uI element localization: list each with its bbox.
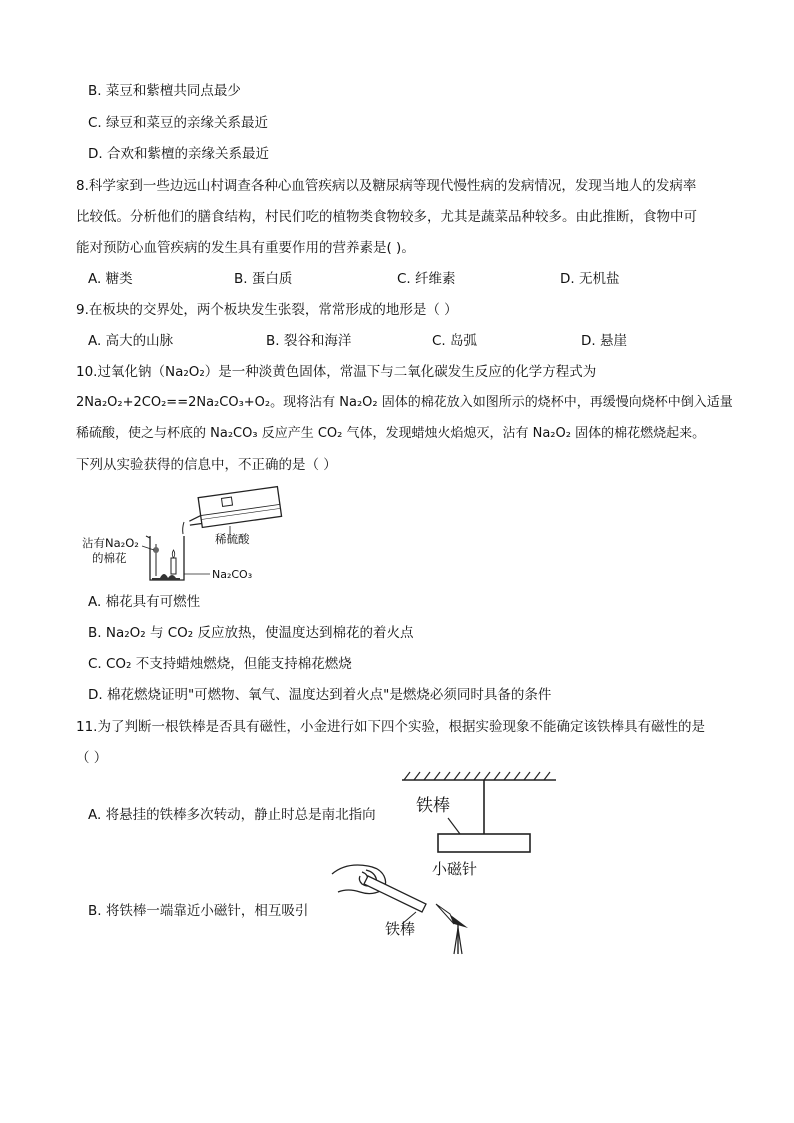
q10-option-a: A. 棉花具有可燃性 [88, 594, 201, 610]
iron-rod [438, 834, 530, 852]
q9-option-c: C. 岛弧 [432, 333, 478, 349]
candle [171, 558, 176, 574]
q10-stem-line4: 下列从实验获得的信息中，不正确的是（ ） [76, 457, 337, 473]
q11-option-a: A. 将悬挂的铁棒多次转动，静止时总是南北指向 [88, 807, 376, 823]
q9-stem: 9.在板块的交界处，两个板块发生张裂，常常形成的地形是（ ） [76, 302, 458, 318]
compass-needle [436, 904, 468, 954]
q10-option-c: C. CO₂ 不支持蜡烛燃烧，但能支持棉花燃烧 [88, 656, 352, 672]
hand-iron-rod [364, 876, 426, 912]
q10-option-d: D. 棉花燃烧证明"可燃物、氧气、温度达到着火点"是燃烧必须同时具备的条件 [88, 687, 552, 703]
q8-stem-line3: 能对预防心血管疾病的发生具有重要作用的营养素是( )。 [76, 240, 415, 256]
q10-fig-label-na2co3: Na₂CO₃ [212, 568, 253, 581]
q7-option-c: C. 绿豆和菜豆的亲缘关系最近 [88, 115, 269, 131]
q11-fig-b-label-rod: 铁棒 [385, 920, 416, 938]
q8-option-d: D. 无机盐 [560, 271, 620, 287]
acid-bottle [186, 487, 281, 530]
q11-stem-line1: 11.为了判断一根铁棒是否具有磁性，小金进行如下四个实验，根据实验现象不能确定该铁棒具有磁性的是 [76, 719, 705, 735]
q11-fig-a-label: 铁棒 [416, 796, 450, 816]
q11-stem-line2: （ ） [76, 750, 108, 766]
q9-option-a: A. 高大的山脉 [88, 333, 174, 349]
q7-option-d: D. 合欢和紫檀的亲缘关系最近 [88, 146, 269, 162]
q10-option-b: B. Na₂O₂ 与 CO₂ 反应放热，使温度达到棉花的着火点 [88, 625, 414, 641]
q8-stem-line1: 8.科学家到一些边远山村调查各种心血管疾病以及糖尿病等现代慢性病的发病情况，发现当地人的发病率 [76, 178, 697, 194]
q10-stem-line3: 稀硫酸，使之与杯底的 Na₂CO₃ 反应产生 CO₂ 气体，发现蜡烛火焰熄灭，沾有 Na₂O₂ 固体的棉花燃烧起来。 [76, 426, 706, 441]
q9-option-d: D. 悬崖 [581, 333, 627, 349]
q10-stem-line1: 10.过氧化钠（Na₂O₂）是一种淡黄色固体，常温下与二氧化碳发生反应的化学方程式为 [76, 364, 597, 380]
beaker [150, 536, 184, 580]
q8-option-b: B. 蛋白质 [234, 271, 293, 287]
q10-stem-line2: 2Na₂O₂+2CO₂==2Na₂CO₃+O₂。现将沾有 Na₂O₂ 固体的棉花放入如图所示的烧杯中，再缓慢向烧杯中倒入适量 [76, 395, 733, 410]
q10-fig-label-cotton-2: 的棉花 [92, 551, 127, 565]
q10-fig-label-acid: 稀硫酸 [215, 532, 250, 546]
q8-option-a: A. 糖类 [88, 271, 133, 287]
q10-fig-label-cotton-1: 沾有Na₂O₂ [82, 536, 139, 550]
q11-fig-b-label-needle: 小磁针 [432, 860, 478, 878]
q8-option-c: C. 纤维素 [397, 271, 456, 287]
q9-option-b: B. 裂谷和海洋 [266, 333, 352, 349]
q11-option-b: B. 将铁棒一端靠近小磁针，相互吸引 [88, 903, 309, 919]
q8-stem-line2: 比较低。分析他们的膳食结构，村民们吃的植物类食物较多，尤其是蔬菜品种较多。由此推断，食物中可 [76, 209, 697, 225]
q7-option-b: B. 菜豆和紫檀共同点最少 [88, 83, 241, 99]
